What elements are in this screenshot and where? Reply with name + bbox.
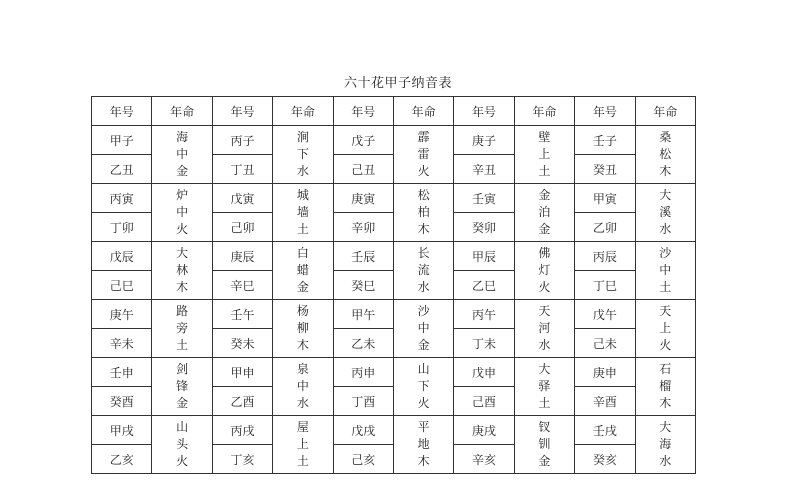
nayin-label: 天河水: [538, 304, 551, 352]
nayin-label: 金泊金: [538, 188, 551, 236]
nayin-label: 大溪水: [659, 188, 672, 236]
year-cell: 辛巳: [212, 271, 272, 300]
header-cell: 年号: [92, 97, 152, 126]
year-cell: 庚申: [575, 358, 635, 387]
table-row: [92, 126, 696, 155]
nayin-label: 海中金: [176, 130, 189, 178]
nayin-label: 大驿土: [538, 362, 551, 410]
header-cell: 年号: [454, 97, 514, 126]
table-row: [92, 300, 696, 329]
nayin-cell: [514, 300, 574, 358]
nayin-cell: [273, 242, 333, 300]
year-cell: 丙申: [333, 358, 393, 387]
year-cell: 戊戌: [333, 416, 393, 445]
year-cell: 癸亥: [575, 445, 635, 474]
nayin-cell: [393, 300, 453, 358]
nayin-cell: [635, 126, 695, 184]
header-cell: 年命: [273, 97, 333, 126]
year-cell: 丙午: [454, 300, 514, 329]
year-cell: 辛丑: [454, 155, 514, 184]
nayin-cell: [635, 242, 695, 300]
nayin-cell: [152, 184, 212, 242]
nayin-cell: [514, 416, 574, 474]
year-cell: 甲辰: [454, 242, 514, 271]
year-cell: 庚辰: [212, 242, 272, 271]
year-cell: 癸丑: [575, 155, 635, 184]
year-cell: 癸卯: [454, 213, 514, 242]
year-cell: 戊子: [333, 126, 393, 155]
nayin-label: 霹雷火: [417, 130, 430, 178]
nayin-cell: [393, 126, 453, 184]
nayin-label: 大林木: [176, 246, 189, 294]
nayin-cell: [514, 184, 574, 242]
year-cell: 丙子: [212, 126, 272, 155]
nayin-cell: [635, 184, 695, 242]
year-cell: 丙辰: [575, 242, 635, 271]
nayin-cell: [514, 358, 574, 416]
header-cell: 年号: [575, 97, 635, 126]
nayin-cell: [635, 358, 695, 416]
year-cell: 戊午: [575, 300, 635, 329]
nayin-label: 白蜡金: [296, 246, 309, 294]
nayin-label: 沙中土: [659, 246, 672, 294]
year-cell: 戊申: [454, 358, 514, 387]
year-cell: 乙丑: [92, 155, 152, 184]
year-cell: 丁卯: [92, 213, 152, 242]
year-cell: 癸未: [212, 329, 272, 358]
year-cell: 乙巳: [454, 271, 514, 300]
header-cell: 年命: [514, 97, 574, 126]
table-row: [92, 358, 696, 387]
table-row: [92, 242, 696, 271]
nayin-label: 路旁土: [176, 304, 189, 352]
nayin-cell: [635, 300, 695, 358]
nayin-cell: [152, 358, 212, 416]
year-cell: 辛酉: [575, 387, 635, 416]
year-cell: 辛卯: [333, 213, 393, 242]
nayin-label: 石榴木: [659, 362, 672, 410]
table-row: [92, 184, 696, 213]
nayin-cell: [393, 184, 453, 242]
nayin-label: 钗钏金: [538, 420, 551, 468]
nayin-cell: [635, 416, 695, 474]
year-cell: 丁巳: [575, 271, 635, 300]
table-body: [92, 126, 696, 474]
year-cell: 甲戌: [92, 416, 152, 445]
year-cell: 癸巳: [333, 271, 393, 300]
nayin-label: 屋上土: [296, 420, 309, 468]
header-cell: 年号: [333, 97, 393, 126]
header-cell: 年号: [212, 97, 272, 126]
year-cell: 丁亥: [212, 445, 272, 474]
year-cell: 壬申: [92, 358, 152, 387]
year-cell: 壬辰: [333, 242, 393, 271]
nayin-label: 涧下水: [296, 130, 309, 178]
nayin-label: 大海水: [659, 420, 672, 468]
year-cell: 乙未: [333, 329, 393, 358]
year-cell: 壬寅: [454, 184, 514, 213]
nayin-cell: [273, 184, 333, 242]
year-cell: 庚子: [454, 126, 514, 155]
year-cell: 丁未: [454, 329, 514, 358]
nayin-label: 天上火: [659, 304, 672, 352]
header-row: [92, 97, 696, 126]
nayin-cell: [152, 416, 212, 474]
year-cell: 丁酉: [333, 387, 393, 416]
nayin-label: 沙中金: [417, 304, 430, 352]
year-cell: 癸酉: [92, 387, 152, 416]
year-cell: 丁丑: [212, 155, 272, 184]
year-cell: 己未: [575, 329, 635, 358]
year-cell: 己丑: [333, 155, 393, 184]
year-cell: 乙卯: [575, 213, 635, 242]
header-cell: 年命: [152, 97, 212, 126]
header-cell: 年命: [393, 97, 453, 126]
year-cell: 己亥: [333, 445, 393, 474]
nayin-label: 桑松木: [659, 130, 672, 178]
nayin-label: 炉中火: [176, 188, 189, 236]
nayin-table: [91, 96, 696, 474]
table-row: [92, 416, 696, 445]
year-cell: 己巳: [92, 271, 152, 300]
nayin-label: 剑锋金: [176, 362, 189, 410]
nayin-cell: [152, 242, 212, 300]
year-cell: 丙戌: [212, 416, 272, 445]
nayin-cell: [152, 300, 212, 358]
year-cell: 戊寅: [212, 184, 272, 213]
nayin-cell: [273, 416, 333, 474]
year-cell: 己卯: [212, 213, 272, 242]
nayin-label: 平地木: [417, 420, 430, 468]
year-cell: 乙亥: [92, 445, 152, 474]
nayin-cell: [393, 242, 453, 300]
nayin-cell: [393, 358, 453, 416]
year-cell: 甲午: [333, 300, 393, 329]
nayin-cell: [152, 126, 212, 184]
page-title: 六十花甲子纳音表: [343, 76, 452, 91]
year-cell: 丙寅: [92, 184, 152, 213]
nayin-label: 长流水: [417, 246, 430, 294]
year-cell: 庚午: [92, 300, 152, 329]
nayin-cell: [273, 300, 333, 358]
year-cell: 壬戌: [575, 416, 635, 445]
nayin-label: 松柏木: [417, 188, 430, 236]
year-cell: 辛亥: [454, 445, 514, 474]
year-cell: 戊辰: [92, 242, 152, 271]
nayin-label: 佛灯火: [538, 246, 551, 294]
nayin-label: 山头火: [176, 420, 189, 468]
header-cell: 年命: [635, 97, 695, 126]
nayin-label: 壁上土: [538, 130, 551, 178]
nayin-label: 杨柳木: [296, 304, 309, 352]
year-cell: 甲申: [212, 358, 272, 387]
nayin-cell: [273, 358, 333, 416]
year-cell: 壬子: [575, 126, 635, 155]
nayin-cell: [273, 126, 333, 184]
nayin-label: 山下火: [417, 362, 430, 410]
nayin-label: 泉中水: [296, 362, 309, 410]
nayin-label: 城墙土: [296, 188, 309, 236]
year-cell: 己酉: [454, 387, 514, 416]
year-cell: 甲子: [92, 126, 152, 155]
year-cell: 庚寅: [333, 184, 393, 213]
nayin-cell: [514, 242, 574, 300]
nayin-cell: [393, 416, 453, 474]
year-cell: 乙酉: [212, 387, 272, 416]
year-cell: 辛未: [92, 329, 152, 358]
year-cell: 壬午: [212, 300, 272, 329]
year-cell: 庚戌: [454, 416, 514, 445]
nayin-cell: [514, 126, 574, 184]
year-cell: 甲寅: [575, 184, 635, 213]
